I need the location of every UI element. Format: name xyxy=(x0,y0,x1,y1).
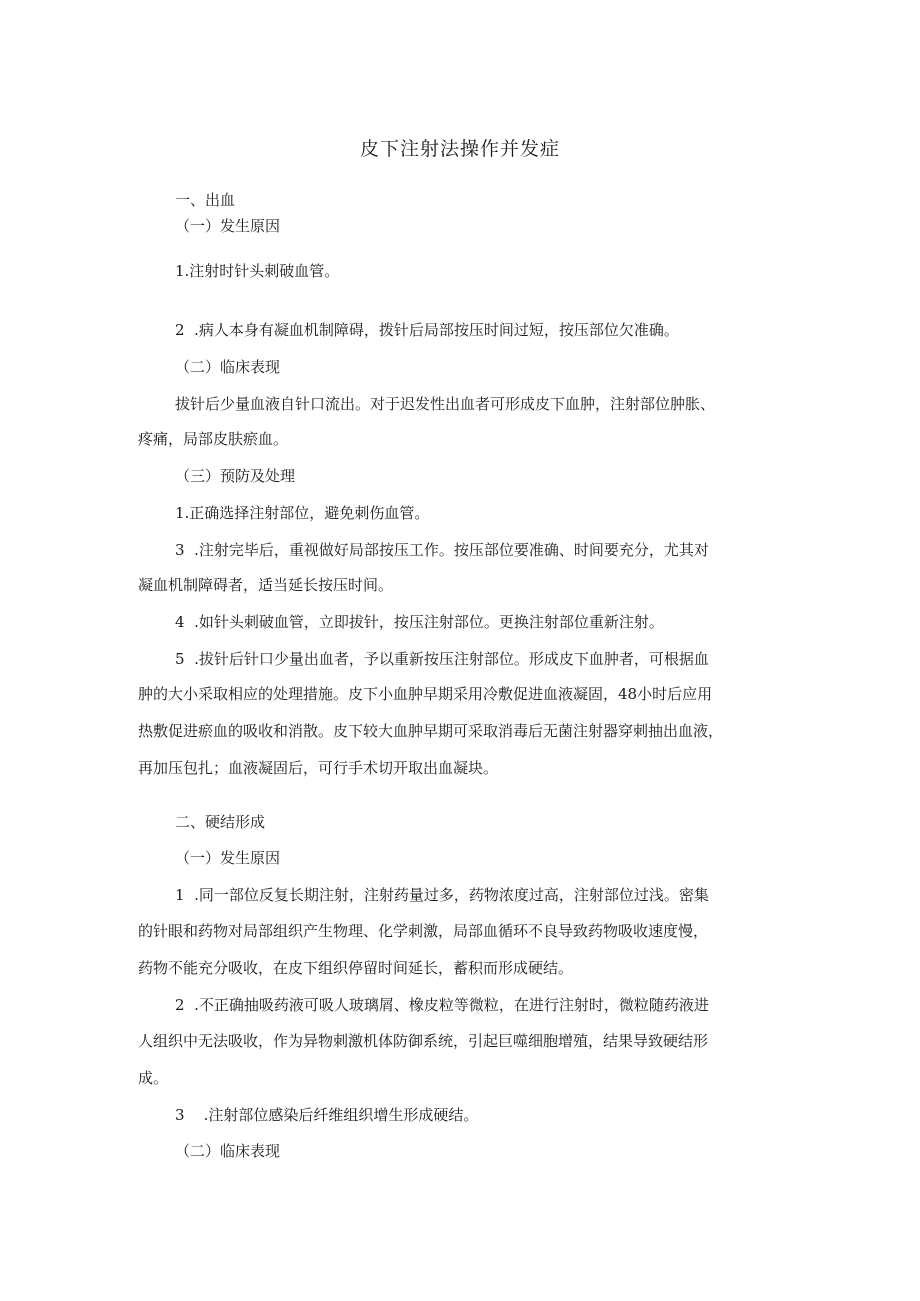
paragraph-line: 成。 xyxy=(138,1069,169,1087)
paragraph-line: 人组织中无法吸收，作为异物刺激机体防御系统，引起巨噬细胞增殖，结果导致硬结形 xyxy=(138,1032,709,1050)
paragraph-line: 药物不能充分吸收，在皮下组织停留时间延长，蓄积而形成硬结。 xyxy=(138,959,574,977)
paragraph-line: 4 .如针头刺破血管，立即拔针，按压注射部位。更换注射部位重新注射。 xyxy=(175,613,664,631)
subsection-heading: （二）临床表现 xyxy=(175,358,281,376)
item-text: 2 .病人本身有凝血机制障碍，拨针后局部按压时间过短，按压部位欠准确。 xyxy=(175,321,679,339)
paragraph-line: 肿的大小采取相应的处理措施。皮下小血肿早期采用冷敷促进血液凝固，48小时后应用 xyxy=(138,685,713,703)
subsection-heading: （三）预防及处理 xyxy=(175,467,296,485)
section-heading: 一、出血 xyxy=(175,191,236,209)
paragraph-line: 的针眼和药物对局部组织产生物理、化学刺激，局部血循环不良导致药物吸收速度慢， xyxy=(138,922,709,940)
list-item xyxy=(175,261,339,281)
paragraph-line: 热敷促进瘀血的吸收和消散。皮下较大血肿早期可采取消毒后无菌注射器穿刺抽出血液， xyxy=(138,722,724,740)
document-title: 皮下注射法操作并发症 xyxy=(359,138,560,160)
subsection-heading: （二）临床表现 xyxy=(175,1142,281,1160)
paragraph-line: 2 .不正确抽吸药液可吸人玻璃屑、橡皮粒等微粒，在进行注射时，微粒随药液进 xyxy=(175,996,709,1014)
paragraph-line: 拔针后少量血液自针口流出。对于迟发性出血者可形成皮下血肿，注射部位肿胀、 xyxy=(175,395,716,413)
section-heading: 二、硬结形成 xyxy=(175,813,266,831)
paragraph-line: 凝血机制障碍者，适当延长按压时间。 xyxy=(138,576,394,594)
paragraph-line: 再加压包扎；血液凝固后，可行手术切开取出血凝块。 xyxy=(138,759,499,777)
paragraph-line: 疼痛，局部皮肤瘀血。 xyxy=(138,430,289,448)
paragraph-line: 1 .同一部位反复长期注射，注射药量过多，药物浓度过高，注射部位过浅。密集 xyxy=(175,886,709,904)
list-item xyxy=(175,320,679,340)
subsection-heading: （一）发生原因 xyxy=(175,217,281,235)
paragraph-line: 3 .注射完毕后，重视做好局部按压工作。按压部位要准确、时间要充分，尤其对 xyxy=(175,541,709,559)
paragraph-line: 1.正确选择注射部位，避免刺伤血管。 xyxy=(175,504,430,522)
subsection-heading: （一）发生原因 xyxy=(175,849,281,867)
paragraph-line: 3 .注射部位感染后纤维组织增生形成硬结。 xyxy=(175,1106,479,1124)
item-text: 1.注射时针头刺破血管。 xyxy=(175,262,340,280)
paragraph-line: 5 .拔针后针口少量出血者，予以重新按压注射部位。形成皮下血肿者，可根据血 xyxy=(175,650,709,668)
